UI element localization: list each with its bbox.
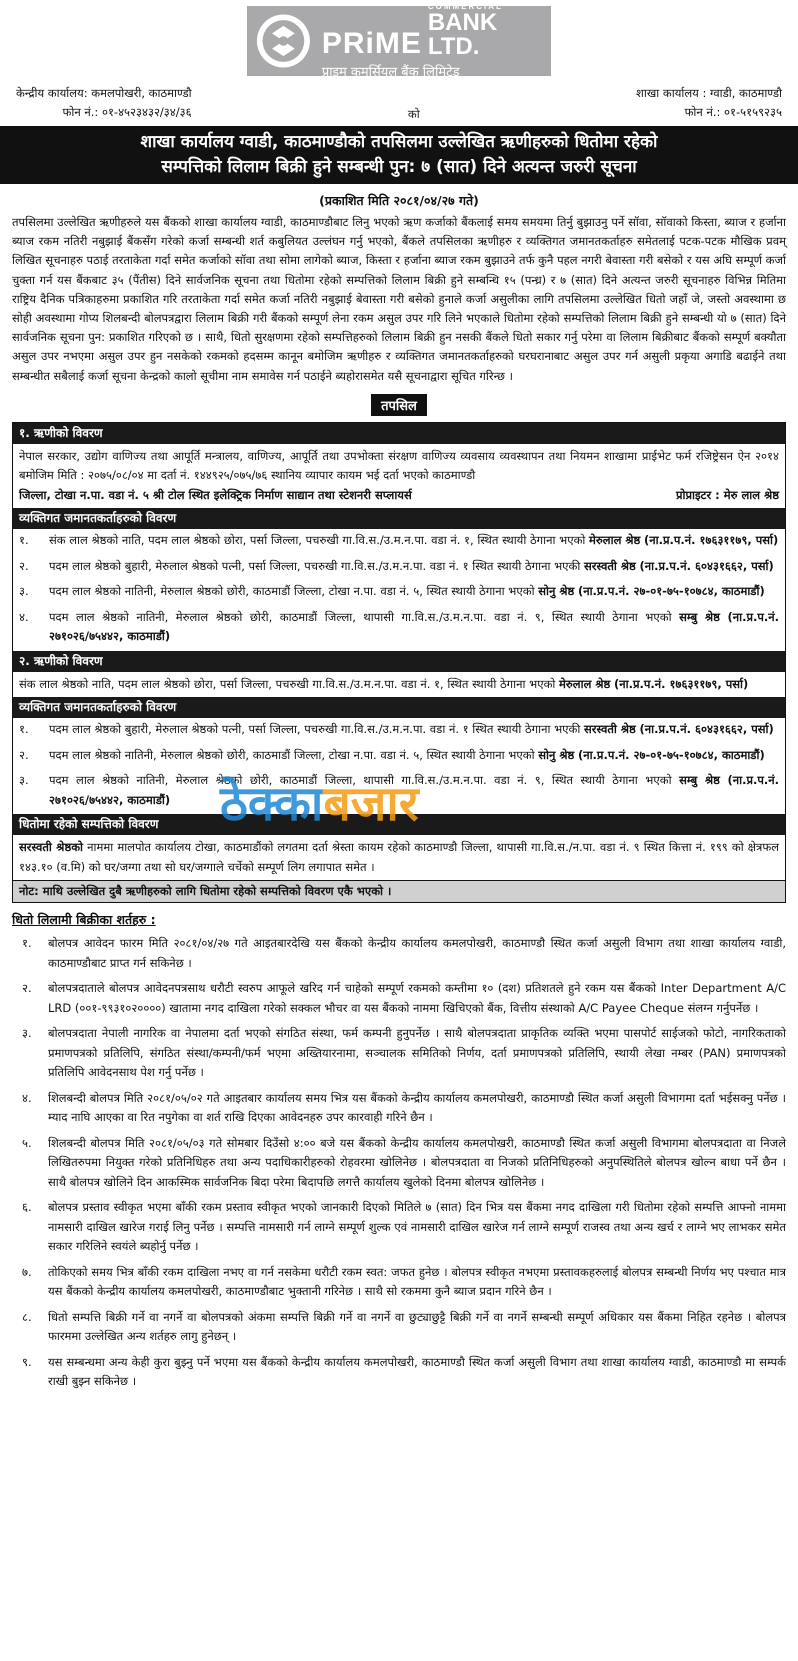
item-text: यस सम्बन्धमा अन्य केही कुरा बुझ्नु पर्ने भएमा यस बैंकको केन्द्रीय कार्यालय कमलपोखरी, काठमाण्डौ स्थित कर्जा असुली विभाग तथा शाखा कार्यालय ग्वाडी, काठमाण्डौ मा सम्पर्क राखी बुझ्न सकिनेछ । (48, 1354, 786, 1389)
item-number: ४. (19, 609, 29, 624)
item-name: मेरुलाल श्रेष्ठ (589, 533, 641, 548)
branch-office-block (636, 84, 782, 122)
list-item (12, 1089, 786, 1128)
borrower1-last-line (19, 486, 779, 506)
guarantors1-list (13, 529, 785, 651)
logo-prime: PRiME (321, 26, 422, 60)
item-description: पदम लाल श्रेष्ठको बुहारी, मेरुलाल श्रेष्ठको पत्नी, पर्सा जिल्ला, पचरुखी गा.वि.स./उ.म.न.पा. वडा नं. १ स्थित स्थायी ठेगाना भएकी (49, 558, 581, 573)
item-number: ८. (22, 1309, 32, 1324)
list-item (12, 1353, 786, 1392)
watermark-part1: ठेक्का (220, 776, 324, 832)
list-item (13, 718, 785, 744)
logo-bank: BANK LTD. (427, 8, 498, 60)
terms-heading: धितो लिलामी बिक्रीका शर्तहरु : (12, 912, 156, 928)
item-id: (ना.प्र.प.नं. ६०४३१६६२, पर्सा) (639, 558, 774, 573)
list-item (12, 1308, 786, 1347)
list-item (13, 769, 785, 814)
item-id: (ना.प्र.प.नं. ६०४३१६६२, पर्सा) (639, 722, 774, 737)
details-box (12, 422, 786, 904)
notice-title-line1: शाखा कार्यालय ग्वाडी, काठमाण्डौको तपसिलमा उल्लेखित ऋणीहरुको धितोमा रहेको (140, 132, 658, 152)
borrower2-heading: २. ऋणीको विवरण (13, 651, 785, 672)
item-name: सम्बु श्रेष्ठ (679, 773, 720, 788)
item-number: २. (19, 747, 29, 762)
branch-office-phone: फोन नं.: ०१-५१५९२३५ (684, 105, 782, 119)
item-number: १. (19, 533, 29, 548)
borrower2-name: मेरुलाल श्रेष्ठ (559, 676, 611, 691)
item-number: ७. (22, 1264, 32, 1279)
item-number: २. (22, 981, 32, 996)
item-text: बोलपत्रदाता नेपाली नागरिक वा नेपालमा दर्ता भएको संगठित संस्था, फर्म कम्पनी हुनुपर्नेछ । साथै बोलपत्रदाता प्राकृतिक व्यक्ति भएमा पासपोर्ट साईजको फोटो, नागरिकताको प्रमाणपत्रको प्रतिलिपि, संगठित संस्था/कम्पनी/फर्म भएमा अख्तियारनामा, सञ्चालक समितिको निर्णय, दर्ता प्रमाणपत्रको प्रतिलिपि, स्थायी लेखा नम्बर (PAN) प्रमाणपत्रको प्रतिलिपि आवेदनसाथ पेश गर्नु पर्नेछ । (48, 1026, 786, 1080)
item-number: ३. (22, 1026, 32, 1041)
notice-title-banner (0, 126, 798, 184)
list-item (12, 1134, 786, 1193)
branch-office-address: शाखा कार्यालय : ग्वाडी, काठमाण्डौ (636, 86, 782, 100)
item-name: सम्बु श्रेष्ठ (679, 609, 720, 624)
connector-word: को (407, 107, 420, 121)
bank-logo (247, 1, 551, 80)
terms-list (12, 934, 786, 1392)
item-number: ३. (19, 584, 29, 599)
schedule-label: तपसिल (371, 394, 427, 416)
list-item (12, 1263, 786, 1302)
item-id: (ना.प्र.प.नं. २७१०२६/७५४४२, काठमाडौं) (49, 609, 780, 644)
watermark-part2: बजार (323, 776, 419, 832)
guarantors2-list (13, 718, 785, 814)
item-text (49, 720, 779, 740)
item-text: बोलपत्र आवेदन फारम मिति २०८१/०४/२७ गते आइतबारदेखि यस बैंकको केन्द्रीय कार्यालय कमलपोखरी, काठमाण्डौ स्थित कर्जा असुली विभाग तथा शाखा कार्यालय ग्वाडी, काठमाण्डौबाट प्राप्त गर्न सकिनेछ । (48, 936, 786, 970)
logo-nepali-name: प्राइम कमर्सियल बैंक लिमिटेड (321, 64, 460, 80)
item-id: (ना.प्र.प.नं. १७६३११७९, पर्सा) (643, 533, 779, 548)
item-description: पदम लाल श्रेष्ठको नातिनी, मेरुलाल श्रेष्ठको छोरी, काठमाडौं जिल्ला, थापासी गा.वि.स./उ.म.न.पा. वडा नं. ९, स्थित स्थायी ठेगाना भएको (49, 773, 672, 788)
item-id: (ना.प्र.प.नं. २७-०१-७५-१०७८४, काठमाडौं) (577, 584, 765, 599)
guarantors1-heading: व्यक्तिगत जमानतकर्ताहरुको विवरण (13, 508, 785, 529)
borrower1-heading: १. ऋणीको विवरण (13, 423, 785, 444)
central-office-block (16, 84, 192, 122)
list-item (12, 934, 786, 973)
item-number: १. (22, 936, 32, 951)
item-text: तोकिएको समय भित्र बाँकी रकम दाखिला नभए वा गर्न नसकेमा धरौटी रकम स्वत: जफत हुनेछ । बोलपत्र स्वीकृत नभएमा प्रस्तावकहरुलाई बोलपत्र सम्बन्धी निर्णय भए पश्चात मात्र यस बैंकको केन्द्रीय कार्यालय कमलपोखरी, काठमाण्डौबाट भुक्तानी गरिनेछ । साथै सो रकममा कुनै ब्याज प्रदान गरिने छैन । (48, 1264, 786, 1299)
note-bar: नोट: माथि उल्लेखित दुबै ऋणीहरुको लागि धितोमा रहेको सम्पत्तिको विवरण एकै भएको । (13, 880, 785, 902)
item-id: (ना.प्र.प.नं. २७१०२६/७५४४२, काठमाडौं) (49, 773, 780, 807)
bank-emblem-icon (255, 11, 312, 71)
list-item (13, 606, 785, 651)
item-description: संक लाल श्रेष्ठको नाति, पदम लाल श्रेष्ठको छोरा, पर्सा जिल्ला, पचरुखी गा.वि.स./उ.म.न.पा. वडा नं. १, स्थित स्थायी ठेगाना भएको (49, 533, 586, 548)
central-office-phone: फोन नं.: ०१-४५२३४३२/३४/३६ (62, 105, 192, 119)
address-row (12, 84, 786, 122)
borrower2-text: संक लाल श्रेष्ठको नाति, पदम लाल श्रेष्ठको छोरा, पर्सा जिल्ला, पचरुखी गा.वि.स./उ.म.न.पा. वडा नं. १, स्थित स्थायी ठेगाना भएको (19, 676, 556, 691)
item-name: सोनु श्रेष्ठ (538, 747, 575, 762)
published-date: (प्रकाशित मिति २०८१/०४/२७ गते) (319, 193, 479, 208)
notice-title-line2: सम्पत्तिको लिलाम बिक्री हुने सम्बन्धी पुन: ७ (सात) दिने अत्यन्त जरुरी सूचना (161, 157, 637, 177)
item-number: ६. (22, 1200, 32, 1215)
list-item (13, 744, 785, 770)
logo-area (12, 0, 786, 80)
item-number: ९. (22, 1354, 32, 1369)
logo-bank-group (428, 3, 543, 59)
intro-paragraph: तपसिलमा उल्लेखित ऋणीहरुले यस बैंकको शाखा कार्यालय ग्वाडी, काठमाण्डौबाट लिनु भएको ऋण कर्जाको बैंकलाई समय समयमा तिर्नु बुझाउनु पर्ने सॉवा, सॉवाको किस्ता, ब्याज र हर्जाना ब्याज रकम नतिरी नबुझाई बैंकसँग गरेको कर्जा सम्बन्धी शर्त कबुलियत उल्लंघन गर्नु भएको, बैंकले तपसिलका ऋणीहरु र व्यक्तिगत जमानतकर्ताहरु समेतलाई पटक-पटक मौखिक प्रवम् लिखित सूचनाहरु पठाई तरताकेता गर्दा समेत कर्जाको सॉवा तथा सोमा लागेको ब्याज, किस्ता र हर्जाना ब्याज रकम बुझाउने तर्फ कुनै पहल नगरी बेवास्ता गरी बसेको र यस अघि सम्पूर्ण कर्जा चुक्ता गर्न यस बैंकबाट ३५ (पैंतीस) दिने सार्वजनिक सूचना तथा धितोमा रहेको सम्पत्तिको लिलाम बिक्री हुने सम्बन्धि १५ (पन्ध्र) र ७ (सात) दिने अत्यन्त जरुरी सूचनाहरु विभिन्न मितिमा राष्ट्रिय दैनिक पत्रिकाहरुमा प्रकाशित गरि तरताकेता गर्दा समेत कर्जा नतिरी नबुझाई बेवास्ता गरी बसेको हुनाले कर्जा असुलीका लागि तपसिलमा उल्लेखित धितो जहाँ जे, जस्तो अवस्थामा छ सोही अवस्थामा गोप्य शिलबन्दी बोलपत्रद्वारा लिलाम बिक्री गरी बैंकको सम्पूर्ण लेना रकम असुल उपर गरि लिने भएकाले धितोमा रहेको सम्पत्तिको लिलाम बिक्री हुने सम्बन्धी यो ७ (सात) दिने सार्वजनिक सूचना पुन: प्रकाशित गरिएको छ । साथै, धितो सुरक्षणमा रहेको सम्पत्तिहरुको लिलाम बिक्री हुन नसकी बैंकले धितो सकार गर्नु परेमा वा लिलाम बिक्रीबाट बैंकको सम्पूर्ण बक्यौता असुल उपर नभएमा असुल उपर हुन नसकेको रकमको हदसम्म कानून बमोजिम ऋणीहरु र व्यक्तिगत जमानतकर्ताहरुको घरघरानाबाट असुल उपर गर्न असुली प्रकृया अगाडि बढाईने तथा सम्बन्धीत सबैलाई कर्जा सूचना केन्द्रको कालो सूचीमा नाम समावेस गर्न पठाईने ब्यहोरासमेत यसै सूचनाद्वारा सूचित गरिन्छ । (12, 215, 787, 383)
item-number: ३. (19, 773, 29, 788)
schedule-label-wrap (12, 394, 786, 416)
item-name: सरस्वती श्रेष्ठ (584, 558, 636, 573)
list-item (12, 979, 786, 1018)
item-text: बोलपत्रदाताले बोलपत्र आवेदनपत्रसाथ धरौटी स्वरुप आफूले खरिद गर्न चाहेको सम्पूर्ण रकमको कम्तीमा १० (दश) प्रतिशतले हुने रकम यस बैंकको Inter Department A/C LRD (००१-९९३१०२००००) खातामा नगद दाखिला गरेको सक्कल भौचर वा यस बैंकको नाममा खिचिएको बैंक, वित्तीय संस्थाको A/C Payee Cheque संलग्न गर्नुपर्नेछ । (48, 981, 786, 1015)
item-text (49, 608, 779, 647)
item-text: शिलबन्दी बोलपत्र मिति २०८१/०५/०३ गते सोमबार दिउँसो ४:०० बजे यस बैंकको केन्द्रीय कार्यालय कमलपोखरी, काठमाण्डौ स्थित कर्जा असुली विभागमा बोलपत्रदाता वा निजले लिखितरुपमा नियुक्त गरेको प्रतिनिधिहरु तथा अन्य पदाधिकारीहरुको रोहवरमा खोलिनेछ । बोलपत्रदाता वा निजको प्रतिनिधिहरुको अनुपस्थितिले बोलपत्र खोल्न बाधा पर्ने छैन । साथै बोलपत्र खोलिने दिन आकस्मिक सार्वजनिक बिदा परेमा बिदापछि लगत्तै कार्यालय खुलेको दिनमा बोलपत्र खोलिनेछ । (48, 1135, 786, 1189)
item-number: ४. (22, 1090, 32, 1105)
borrower2-id: (ना.प्र.प.नं. १७६३११७९, पर्सा) (613, 676, 749, 691)
item-text (49, 557, 779, 577)
list-item (12, 1024, 786, 1083)
item-number: २. (19, 558, 29, 573)
collateral-owner: सरस्वती श्रेष्ठको (19, 840, 84, 855)
list-item (13, 529, 785, 555)
logo-english (322, 3, 543, 59)
item-description: पदम लाल श्रेष्ठको नातिनी, मेरुलाल श्रेष्ठको छोरी, काठमाडौं जिल्ला, थापासी गा.वि.स./उ.म.न.पा. वडा नं. ९, स्थित स्थायी ठेगाना भएको (49, 609, 672, 624)
borrower1-address: जिल्ला, टोखा न.पा. वडा नं. ५ श्री टोल स्थित इलेक्ट्रिक निर्माण साद्यान तथा स्टेशनरी सप्लायर्स (19, 487, 412, 502)
item-name: सरस्वती श्रेष्ठ (584, 722, 636, 737)
item-name: सोनु श्रेष्ठ (538, 584, 575, 599)
borrower1-text: नेपाल सरकार, उद्योग वाणिज्य तथा आपूर्ति मन्त्रालय, वाणिज्य, आपूर्ति तथा उपभोक्ता संरक्षण वाणिज्य व्यवसाय व्यवस्थापन तथा नियमन शाखामा प्राईभेट फर्म रजिष्ट्रेसन ऐन २०१४ बमोजिम मिति : २०७५/०८/०४ मा दर्ता नं. १४४९२५/०७५/७६ स्थानिय व्यापार कायम भई दर्ता भएको काठमाण्डौ (19, 448, 779, 483)
item-text (49, 771, 779, 810)
item-text (49, 531, 779, 551)
item-description: पदम लाल श्रेष्ठको नातिनी, मेरुलाल श्रेष्ठको छोरी, काठमाडौं जिल्ला, टोखा न.पा. वडा नं. ५, स्थित स्थायी ठेगाना भएको (49, 747, 535, 762)
list-item (13, 580, 785, 606)
list-item (13, 555, 785, 581)
item-text: धितो सम्पत्ति बिक्री गर्ने वा नगर्ने वा बोलपत्रको अंकमा सम्पत्ति बिक्री गर्ने वा नगर्ने वा छुट्याछुट्टै बिक्री गर्ने वा नगर्ने सम्बन्धी सम्पूर्ण अधिकार यस बैंकमा निहित रहनेछ । बोलपत्र फारममा उल्लेखित अन्य शर्तहरु लागु हुनेछन् । (48, 1309, 786, 1344)
list-item (12, 1198, 786, 1257)
item-text: बोलपत्र प्रस्ताव स्वीकृत भएमा बाँकी रकम प्रस्ताव स्वीकृत भएको जानकारी दिएको मितिले ७ (सात) दिन भित्र यस बैंकमा नगद दाखिला गरी धितोमा रहेको सम्पत्ति आफ्नो नाममा नामसारी दाखिल खारेज गराई लिनु पर्नेछ । सम्पत्ति नामसारी गर्न लाग्ने सम्पूर्ण शुल्क एवं नामसारी दाखिल खारेज गर्न लाग्ने सम्पूर्ण राजस्व तथा अन्य खर्च र लाग्ने भए लाभकर समेत सकार गरिलिने स्वयंले ब्यहोर्नु पर्नेछ । (48, 1200, 786, 1254)
item-description: पदम लाल श्रेष्ठको नातिनी, मेरुलाल श्रेष्ठको छोरी, काठमाडौं जिल्ला, टोखा न.पा. वडा नं. ५, स्थित स्थायी ठेगाना भएको (49, 584, 535, 599)
item-id: (ना.प्र.प.नं. २७-०१-७५-१०७८४, काठमाडौं) (577, 747, 765, 762)
logo-commercial: COMMERCIAL (427, 1, 503, 11)
item-description: पदम लाल श्रेष्ठको बुहारी, मेरुलाल श्रेष्ठको पत्नी, पर्सा जिल्ला, पचरुखी गा.वि.स./उ.म.न.पा. वडा नं. १ स्थित स्थायी ठेगाना भएकी (49, 722, 581, 737)
collateral-details (13, 835, 785, 880)
item-text: शिलबन्दी बोलपत्र मिति २०८१/०५/०२ गते आइतबार कार्यालय समय भित्र यस बैंकको केन्द्रीय कार्यालय कमलपोखरी, काठमाण्डौ स्थित कर्जा असुली विभागमा दर्ता भईसक्नु पर्नेछ । म्याद नाघि आएका वा रित नपुगेका वा शर्त राखि दिएका आवेदनहरु उपर कारवाही गरिने छैन । (48, 1090, 786, 1125)
guarantors2-heading: व्यक्तिगत जमानतकर्ताहरुको विवरण (13, 697, 785, 718)
item-number: ५. (22, 1135, 32, 1150)
collateral-heading: धितोमा रहेको सम्पत्तिको विवरण (13, 814, 785, 835)
item-text (49, 746, 779, 766)
borrower1-proprietor: प्रोप्राइटर : मेरु लाल श्रेष्ठ (675, 487, 779, 502)
item-text (49, 582, 779, 602)
borrower1-details (13, 444, 785, 509)
collateral-text: नाममा मालपोत कार्यालय टोखा, काठमाडौंको लगतमा दर्ता श्रेस्ता कायम रहेको काठमाण्डौ जिल्ला, थापासी गा.वि.स./न.पा. वडा नं. ९ स्थित कित्ता नं. १९९ को क्षेत्रफल १४३.१० (व.मि) को घर/जग्गा तथा सो घर/जग्गाले चर्चेको सम्पूर्ण लिग लगापात समेत । (19, 840, 780, 874)
item-number: १. (19, 722, 29, 737)
central-office-address: केन्द्रीय कार्यालय: कमलपोखरी, काठमाण्डौ (16, 86, 192, 100)
logo-text (322, 3, 543, 80)
borrower2-details (13, 672, 785, 698)
